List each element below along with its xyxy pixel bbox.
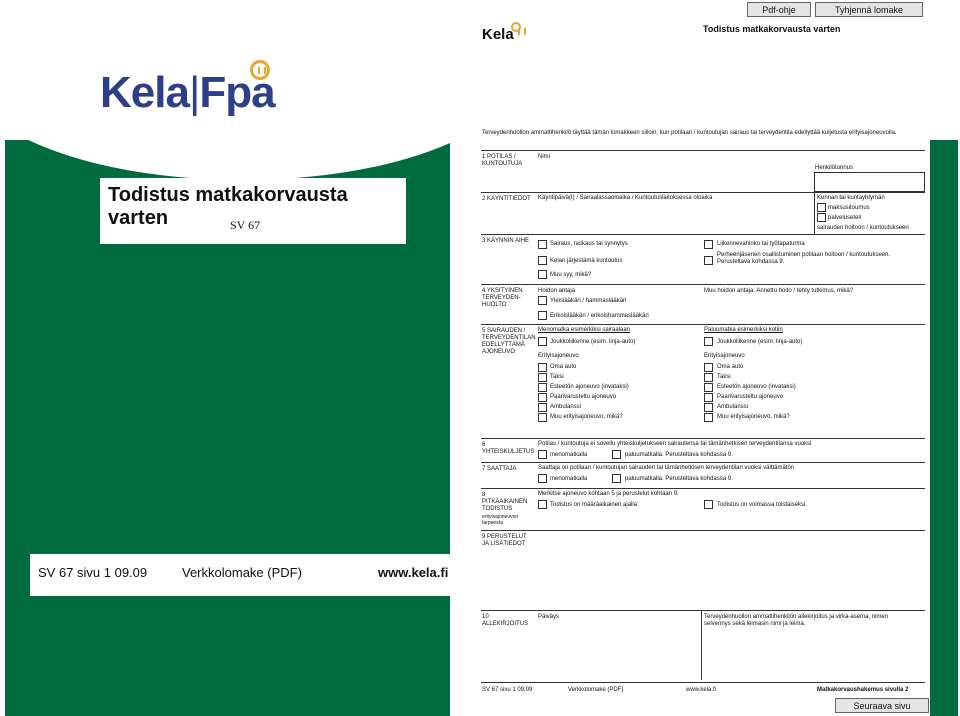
out-vehicle-checkbox[interactable] [538, 363, 547, 372]
footer-code: SV 67 sivu 1 09.09 [482, 687, 533, 693]
ret-vehicle-label: Taksi [717, 374, 731, 380]
specialist-label: Erikoislääkäri / erikoishammaslääkäri [550, 313, 649, 319]
cover-footer [30, 554, 450, 596]
cover-form-code: SV 67 [230, 218, 261, 232]
escort-ret-label: paluumatkalla. Perusteltava kohdassa 9. [625, 476, 733, 482]
reason-family-label: Perheenjäsenen osallistuminen potilaan hoitoon / kuntoutukseen. Perusteltava kohdassa 9. [717, 252, 891, 265]
municipality-purpose-label: sairauden hoitoon / kuntoutukseen [817, 225, 909, 231]
section-9-label: 9 PERUSTELUT JA LISÄTIEDOT [482, 534, 527, 547]
signature-label: Terveydenhuollon ammattihenkilön allekirjoitus ja virka-asema, nimen selvennys sekä leimasin nimi ja leima. [704, 614, 889, 627]
section-6-label: 6 YHTEISKULJETUS [482, 442, 535, 455]
long-term-period-label: Todistus on määräaikainen ajalla [550, 502, 638, 508]
ret-vehicle-checkbox[interactable] [704, 403, 713, 412]
form-kela-logo: Kela [482, 26, 514, 43]
divider [481, 284, 925, 285]
shared-ret-label: paluumatkalla. Perusteltava kohdassa 9. [625, 452, 733, 458]
out-vehicle-label: Ambulanssi [550, 404, 582, 410]
out-vehicle-label: Oma auto [550, 364, 577, 370]
out-vehicle-label: Esteetön ajoneuvo (invataksi) [550, 384, 629, 390]
divider [481, 234, 925, 235]
section-8-label: 8 PITKÄAIKAINEN TODISTUS [482, 492, 528, 512]
divider [481, 462, 925, 463]
cover-footer-code: SV 67 sivu 1 09.09 [38, 565, 148, 580]
out-public-label: Joukkoliikenne (esim. linja-auto) [550, 339, 636, 345]
cover-title-box [100, 178, 406, 244]
section-5-label: 5 SAIRAUDEN / TERVEYDENTILAN EDELLYTTÄMÄ AJONEUVO [482, 328, 536, 355]
ret-public-checkbox[interactable] [704, 337, 713, 346]
long-term-period-checkbox[interactable] [538, 500, 547, 509]
out-public-checkbox[interactable] [538, 337, 547, 346]
footer-type: Verkkolomake (PDF) [568, 687, 624, 693]
ret-vehicle-checkbox[interactable] [704, 393, 713, 402]
name-label: Nimi [538, 154, 550, 160]
kela-fpa-logo: Kela|Fpa [100, 68, 275, 117]
reason-accident-label: Liikennevahinko tai työtapaturma [717, 241, 805, 247]
out-vehicle-label: Paarivarusteltu ajoneuvo [550, 394, 617, 400]
section-3-label: 3 KÄYNNIN AIHE [482, 238, 530, 244]
out-vehicle-checkbox[interactable] [538, 413, 547, 422]
divider [814, 192, 815, 234]
footer-continuation: Matkakorvaushakemus sivulla 2 [817, 687, 909, 693]
section-10-label: 10 ALLEKIRJOITUS [482, 614, 529, 627]
long-term-indefinite-checkbox[interactable] [704, 500, 713, 509]
ret-vehicle-checkbox[interactable] [704, 373, 713, 382]
other-care-label: Muu hoidon antaja. Annettu hoito / tehty tutkimus, mikä? [704, 288, 854, 294]
id-field[interactable] [814, 172, 925, 192]
divider [701, 610, 702, 680]
divider [481, 682, 925, 683]
escort-ret-checkbox[interactable] [612, 474, 621, 483]
section-8-sublabel: erityisajoneuvon tarpeesta [482, 514, 519, 526]
ret-vehicle-label: Paarivarusteltu ajoneuvo [717, 394, 784, 400]
reason-rehab-label: Kelan järjestämä kuntoutus [550, 258, 623, 264]
ret-vehicle-checkbox[interactable] [704, 413, 713, 422]
ret-vehicle-label: Muu erityisajoneuvo, mikä? [717, 414, 790, 420]
ret-vehicle-checkbox[interactable] [704, 363, 713, 372]
right-green-strip [930, 140, 958, 716]
reason-accident-checkbox[interactable] [704, 240, 713, 249]
out-vehicle-checkbox[interactable] [538, 393, 547, 402]
pdf-help-button[interactable]: Pdf-ohje [747, 2, 811, 17]
section-1-label: 1 POTILAS / KUNTOUTUJA [482, 154, 523, 167]
form-title: Todistus matkakorvausta varten [703, 24, 841, 34]
next-page-button[interactable]: Seuraava sivu [835, 698, 929, 713]
municipality-voucher-label: palveluseteli [828, 215, 862, 221]
outbound-heading: Menomatka esimerkiksi sairaalaan [538, 327, 631, 333]
municipality-label: Kunnan tai kuntayhtymän [817, 195, 885, 201]
footer-url: www.kela.fi [686, 687, 717, 693]
divider [481, 192, 925, 193]
form-kela-emblem-icon [511, 22, 521, 32]
ret-public-label: Joukkoliikenne (esim. linja-auto) [717, 339, 803, 345]
out-vehicle-checkbox[interactable] [538, 383, 547, 392]
out-vehicle-checkbox[interactable] [538, 373, 547, 382]
municipality-commitment-checkbox[interactable] [817, 203, 826, 212]
cover-footer-url: www.kela.fi [378, 565, 449, 580]
reason-other-checkbox[interactable] [538, 270, 547, 279]
long-term-text: Merkitse ajoneuvo kohtaan 5 ja perustelut kohtaan 9. [538, 491, 679, 497]
specialist-checkbox[interactable] [538, 311, 547, 320]
ret-special-label: Erityisajoneuvo [704, 353, 745, 359]
form-intro: Terveydenhuollon ammattihenkilö täyttää tämän lomakkeen silloin, kun potilaan / kuntoutujan sairaus tai terveydentila edellyttää kuljetusta erityisajoneuvolla. [482, 130, 897, 136]
divider [481, 488, 925, 489]
shared-out-label: menomatkalla [550, 452, 588, 458]
municipality-voucher-checkbox[interactable] [817, 213, 826, 222]
section-2-label: 2 KÄYNTITIEDOT [482, 196, 531, 202]
reason-illness-checkbox[interactable] [538, 240, 547, 249]
divider [481, 150, 925, 151]
escort-out-label: menomatkalla [550, 476, 588, 482]
date-label: Päiväys [538, 614, 560, 620]
divider [481, 324, 925, 325]
reason-family-checkbox[interactable] [704, 256, 713, 265]
ret-vehicle-label: Oma auto [717, 364, 744, 370]
reason-illness-label: Sairaus, raskaus tai synnytys [550, 241, 628, 247]
divider [481, 438, 925, 439]
form-page [455, 0, 929, 716]
shared-ret-checkbox[interactable] [612, 450, 621, 459]
section-7-label: 7 SAATTAJA [482, 466, 517, 472]
ret-vehicle-checkbox[interactable] [704, 383, 713, 392]
shared-transport-text: Potilas / kuntoutuja ei sovellu yhteiskuljetukseen sairautensa tai tämänhetkisen terveydentilansa vuoksi [538, 441, 812, 447]
out-vehicle-label: Taksi [550, 374, 564, 380]
clear-form-button[interactable]: Tyhjennä lomake [815, 2, 923, 17]
care-giver-label: Hoidon antaja [538, 288, 576, 294]
kela-emblem-icon [250, 60, 270, 80]
return-heading: Paluumatka esimerkiksi kotiin [704, 327, 783, 333]
out-vehicle-label: Muu erityisajoneuvo, mikä? [550, 414, 623, 420]
divider [481, 610, 925, 611]
municipality-commitment-label: maksusitoumus [828, 205, 870, 211]
ret-vehicle-label: Ambulanssi [717, 404, 749, 410]
section-4-label: 4 YKSITYINEN TERVEYDEN-HUOLTO [482, 288, 523, 308]
escort-text: Saattaja on potilaan / kuntoutujan sairauden tai tämänhetkisen terveydentilan vuoksi välttämätön [538, 465, 795, 471]
long-term-indefinite-label: Todistus on voimassa toistaiseksi. [717, 502, 808, 508]
cover-arch-shape [5, 140, 450, 180]
visit-label: Käyntipäivä(t) / Sairaalassaoloaika / Kuntoutuslaitoksessa oloaika [538, 195, 713, 201]
out-vehicle-checkbox[interactable] [538, 403, 547, 412]
out-special-label: Erityisajoneuvo [538, 353, 579, 359]
reason-other-label: Muu syy, mikä? [550, 272, 592, 278]
ret-vehicle-label: Esteetön ajoneuvo (invataksi) [717, 384, 796, 390]
gp-checkbox[interactable] [538, 296, 547, 305]
cover-footer-type: Verkkolomake (PDF) [182, 565, 302, 580]
cover-title: Todistus matkakorvausta varten [108, 184, 348, 229]
escort-out-checkbox[interactable] [538, 474, 547, 483]
gp-label: Yleislääkäri / hammaslääkäri [550, 298, 627, 304]
justification-field[interactable] [535, 531, 925, 609]
reason-rehab-checkbox[interactable] [538, 256, 547, 265]
id-label: Henkilötunnus [815, 165, 854, 171]
shared-out-checkbox[interactable] [538, 450, 547, 459]
